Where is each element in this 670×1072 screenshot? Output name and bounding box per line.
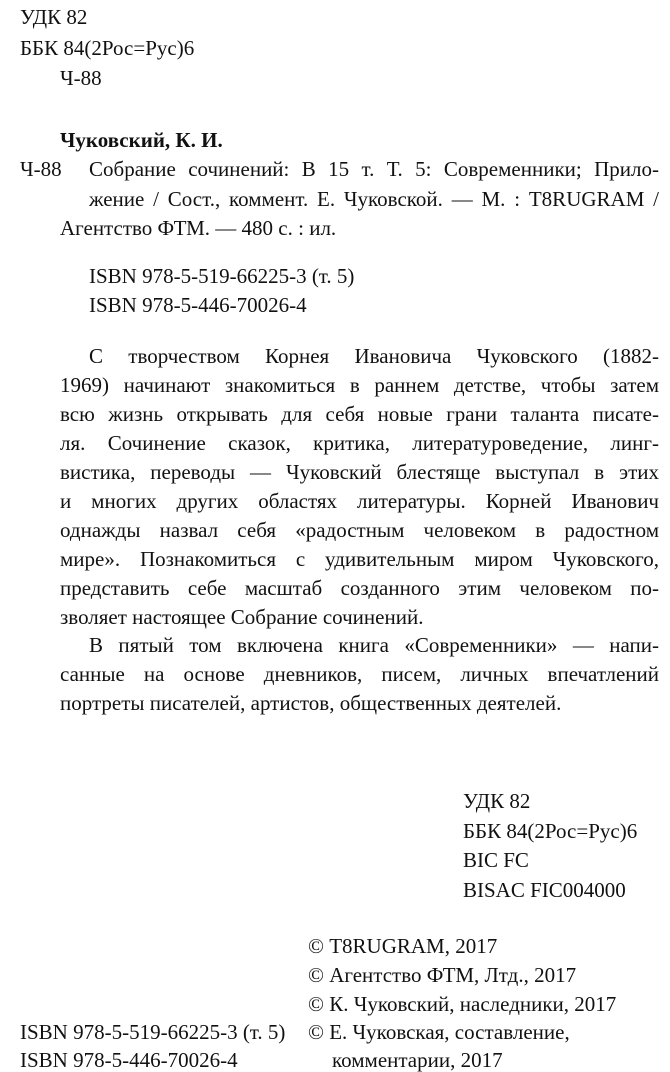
annotation-line: В пятый том включена книга «Современники» — напи- bbox=[89, 633, 659, 657]
annotation-line: С творчеством Корнея Ивановича Чуковского (1882- bbox=[89, 344, 659, 368]
record-isbn-line: ISBN 978-5-446-70026-4 bbox=[89, 293, 307, 317]
annotation-line: зволяет настоящее Собрание сочинений. bbox=[60, 605, 424, 629]
record-description-line: Агентство ФТМ. — 480 с. : ил. bbox=[60, 216, 337, 240]
class-udk: УДК 82 bbox=[463, 789, 531, 813]
copyright-line: © Е. Чуковская, составление, bbox=[308, 1020, 570, 1044]
header-bbk: ББК 84(2Рос=Рус)6 bbox=[20, 36, 195, 60]
annotation-line: и многих других областях литературы. Корней Иванович bbox=[60, 489, 659, 513]
record-description-line: Собрание сочинений: В 15 т. Т. 5: Современники; Прило- bbox=[89, 157, 659, 181]
record-isbn-line: ISBN 978-5-519-66225-3 (т. 5) bbox=[89, 264, 355, 288]
annotation-line: представить себе масштаб созданного этим человеком по- bbox=[60, 576, 659, 600]
copyright-line: © Т8RUGRAM, 2017 bbox=[308, 934, 498, 958]
copyright-line: © Агентство ФТМ, Лтд., 2017 bbox=[308, 963, 577, 987]
annotation-line: вистика, переводы — Чуковский блестяще выступал в этих bbox=[60, 460, 659, 484]
header-udk: УДК 82 bbox=[20, 5, 88, 29]
class-bbk: ББК 84(2Рос=Рус)6 bbox=[463, 819, 638, 843]
author-heading: Чуковский, К. И. bbox=[60, 128, 223, 152]
annotation-line: ля. Сочинение сказок, критика, литературоведение, линг- bbox=[60, 431, 659, 455]
annotation-line: портреты писателей, артистов, общественных деятелей. bbox=[60, 691, 562, 715]
copyright-line: комментарии, 2017 bbox=[332, 1048, 503, 1072]
annotation-line: 1969) начинают знакомиться в раннем детстве, чтобы затем bbox=[60, 373, 659, 397]
record-author-sign: Ч-88 bbox=[20, 157, 62, 181]
header-author-sign: Ч-88 bbox=[60, 66, 102, 90]
annotation-line: всю жизнь открывать для себя новые грани таланта писате- bbox=[60, 402, 659, 426]
footer-isbn-line: ISBN 978-5-446-70026-4 bbox=[20, 1048, 238, 1072]
record-description-line: жение / Сост., коммент. Е. Чуковской. — М. : Т8RUGRAM / bbox=[89, 187, 659, 211]
copyright-line: © К. Чуковский, наследники, 2017 bbox=[308, 992, 617, 1016]
annotation-line: санные на основе дневников, писем, личных впечатлений bbox=[60, 662, 659, 686]
annotation-line: однажды назвал себя «радостным человеком в радостном bbox=[60, 518, 659, 542]
footer-isbn-line: ISBN 978-5-519-66225-3 (т. 5) bbox=[20, 1020, 286, 1044]
class-bic: BIC FC bbox=[463, 848, 529, 872]
annotation-line: мире». Познакомиться с удивительным миром Чуковского, bbox=[60, 547, 659, 571]
class-bisac: BISAC FIC004000 bbox=[463, 878, 626, 902]
